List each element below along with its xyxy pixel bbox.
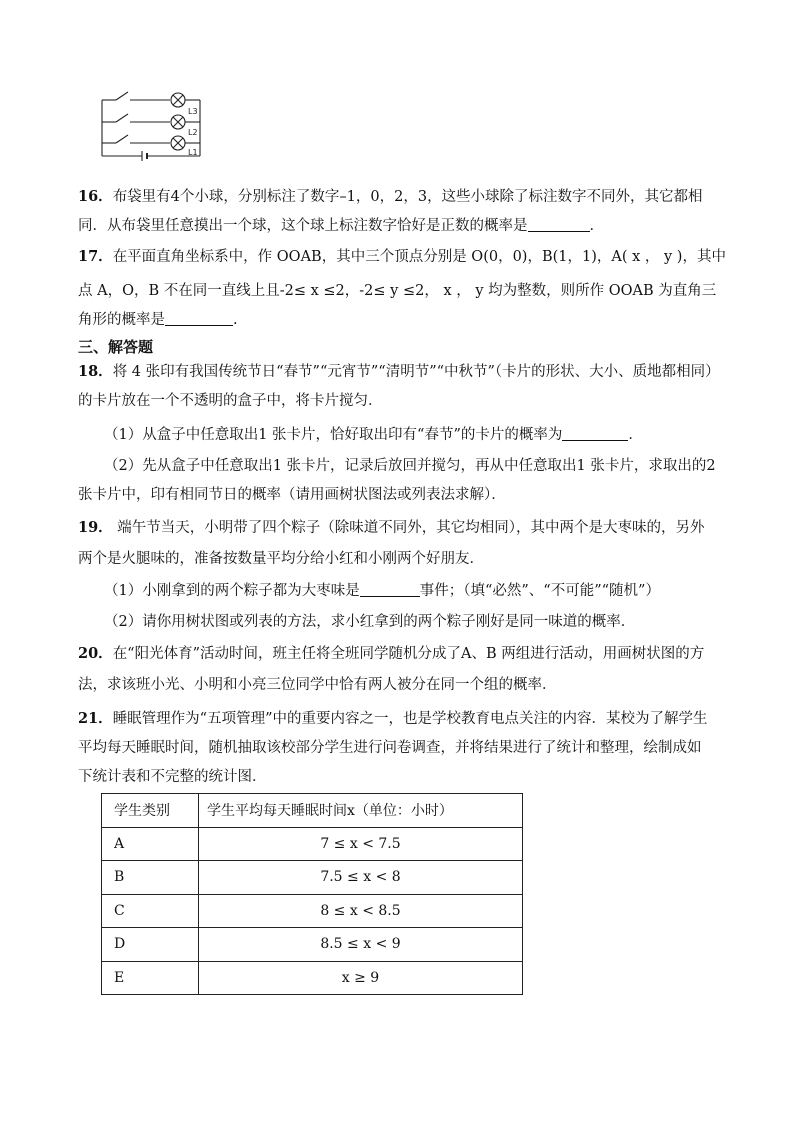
q17-text1: 在平面直角坐标系中，作 OOAB，其中三个顶点分别是 O(0，0)，B(1，1)，A( x ， y )，其中: [112, 249, 726, 265]
q18-number: 18．: [78, 363, 113, 380]
table-cell-category: C: [102, 894, 199, 928]
q16-text1: 布袋里有4个小球，分别标注了数字–1，0，2，3，这些小球除了标注数字不同外，其它都相: [112, 189, 703, 205]
table-header-row: [102, 794, 523, 828]
table-row: [102, 827, 523, 861]
table-cell-range: 7.5 ≤ x < 8: [199, 861, 523, 895]
section-heading: 三、解答题: [78, 338, 154, 356]
q17-text3: 角形的概率是: [78, 312, 165, 328]
q19-line1: [78, 514, 718, 543]
q17-number: 17．: [78, 248, 113, 265]
table-row: [102, 928, 523, 962]
q19-line2: 两个是火腿味的，准备按数量平均分给小红和小刚两个好朋友．: [78, 551, 484, 567]
q18-sub2-line2: 张卡片中，印有相同节日的概率（请用画树状图法或列表法求解）．: [78, 487, 506, 503]
q18-sub2-line1: （2）先从盒子中任意取出1 张卡片，记录后放回并搅匀，再从中任意取出1 张卡片，求取出的2: [104, 458, 716, 474]
q17-text2: 点 A，O，B 不在同一直线上且-2≤ x ≤2，-2≤ y ≤2， x ， y 均为整数，则所作 OOAB 为直角三: [78, 283, 717, 299]
q17-text3-end: .: [233, 312, 238, 328]
q16-text2-end: ．: [589, 218, 604, 234]
table-cell-category: A: [102, 827, 199, 861]
q18-sub1: [104, 421, 744, 450]
q20-text1: 在“阳光体育”活动时间，班主任将全班同学随机分成了A、B 两组进行活动，用画树状图的方: [112, 646, 705, 662]
q16-line2: [78, 212, 718, 241]
q19-sub1: [104, 577, 744, 606]
q21-text1: 睡眠管理作为“五项管理”中的重要内容之一，也是学校教育电点关注的内容．某校为了解学生: [112, 711, 708, 727]
q21-line1: [78, 705, 718, 734]
q16-answer-blank[interactable]: [528, 230, 590, 232]
q16-text2: 同．从布袋里任意摸出一个球，这个球上标注数字恰好是正数的概率是: [78, 218, 528, 234]
q21-line3: 下统计表和不完整的统计图．: [78, 769, 267, 785]
q21-number: 21．: [78, 710, 113, 727]
table-cell-range: 7 ≤ x < 7.5: [199, 827, 523, 861]
q18-line2: 的卡片放在一个不透明的盒子中，将卡片搅匀．: [78, 393, 383, 409]
q18-text1: 将 4 张印有我国传统节日“春节”“元宵节”“清明节”“中秋节”（卡片的形状、大小、质地都相同）: [112, 364, 720, 380]
q19-answer-blank[interactable]: [360, 595, 420, 597]
lamp-label-l2: L2: [188, 128, 198, 137]
q21-line2: 平均每天睡眠时间，随机抽取该校部分学生进行问卷调查，并将结果进行了统计和整理，绘制成如: [78, 740, 702, 756]
q16-line1: [78, 183, 718, 212]
q18-answer-blank[interactable]: [562, 439, 628, 441]
table-cell-range: 8 ≤ x < 8.5: [199, 894, 523, 928]
q18-sub1-end: ．: [628, 427, 643, 443]
q16-number: 16．: [78, 188, 113, 205]
table-header-time: 学生平均每天睡眠时间x（单位：小时）: [199, 794, 523, 828]
table-cell-category: E: [102, 961, 199, 995]
q20-line2: 法，求该班小光、小明和小亮三位同学中恰有两人被分在同一个组的概率．: [78, 677, 557, 693]
lamp-label-l3: L3: [188, 107, 198, 116]
sleep-time-table: [101, 793, 523, 995]
q18-sub1-text: （1）从盒子中任意取出1 张卡片，恰好取出印有“春节”的卡片的概率为: [104, 427, 563, 443]
q20-number: 20．: [78, 645, 113, 662]
q19-sub1-text: （1）小刚拿到的两个粽子都为大枣味是: [104, 583, 360, 599]
table-cell-range: 8.5 ≤ x < 9: [199, 928, 523, 962]
q17-answer-blank[interactable]: [165, 324, 233, 326]
lamp-label-l1: L1: [188, 148, 198, 157]
q18-line1: [78, 358, 718, 387]
table-cell-category: B: [102, 861, 199, 895]
q17-line3: [78, 306, 718, 335]
table-row: [102, 894, 523, 928]
q19-number: 19．: [78, 519, 113, 536]
q19-sub2: （2）请你用树状图或列表的方法，求小红拿到的两个粽子刚好是同一味道的概率．: [104, 614, 636, 630]
table-header-category: 学生类别: [102, 794, 199, 828]
parallel-circuit-diagram: [96, 86, 216, 164]
table-row: [102, 961, 523, 995]
q20-line1: [78, 640, 718, 669]
q19-text1: 端午节当天，小明带了四个粽子（除味道不同外，其它均相同），其中两个是大枣味的，另外: [112, 520, 705, 536]
q17-line2: [78, 277, 718, 306]
table-cell-range: x ≥ 9: [199, 961, 523, 995]
table-cell-category: D: [102, 928, 199, 962]
q17-line1: [78, 243, 726, 272]
q19-sub1-end: 事件；（填“必然”、“不可能”“随机”）: [419, 583, 660, 599]
table-row: [102, 861, 523, 895]
